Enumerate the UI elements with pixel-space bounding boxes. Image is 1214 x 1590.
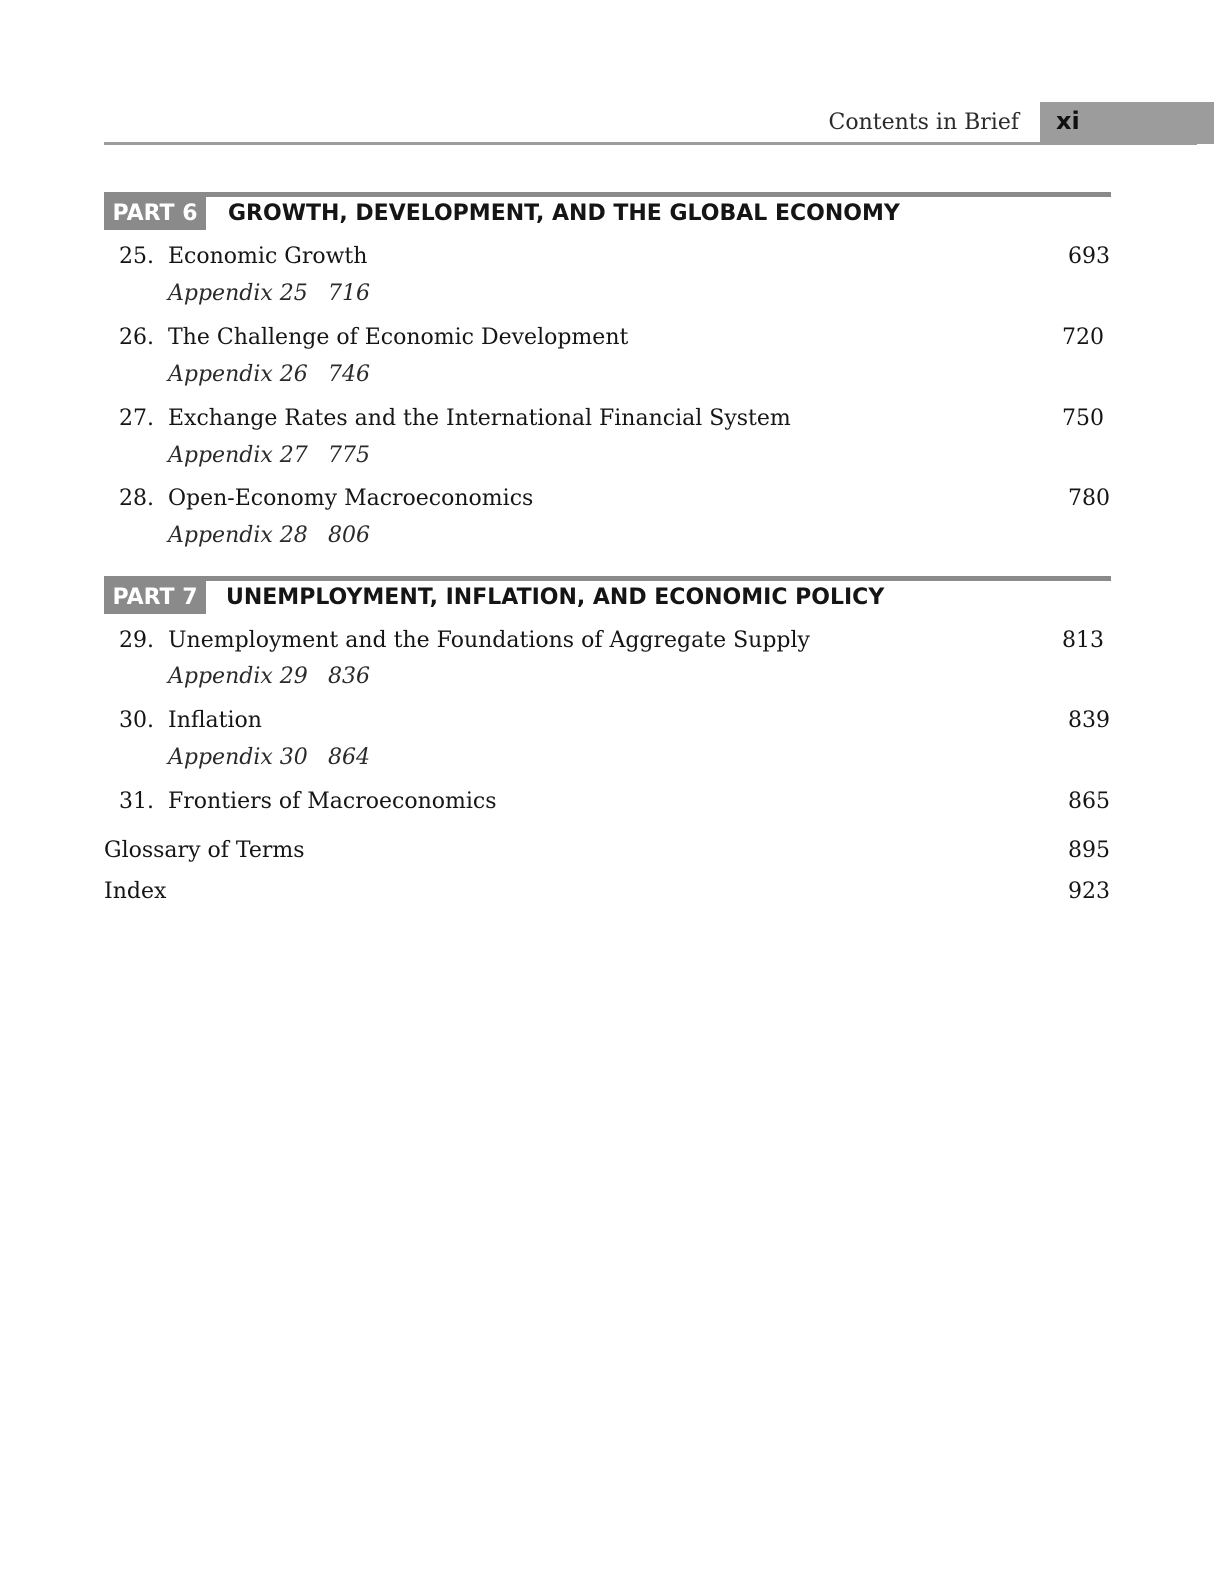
chapter-page: 693	[1068, 244, 1110, 269]
appendix-label: Appendix 29	[168, 664, 308, 689]
chapter-page: 720	[1062, 325, 1104, 350]
toc-entry-chapter-28[interactable]	[0, 486, 1214, 522]
appendix-label: Appendix 25	[168, 281, 308, 306]
chapter-title[interactable]: Exchange Rates and the International Financial System	[168, 406, 791, 431]
part-label: PART 7	[104, 581, 206, 614]
appendix-page: 864	[328, 745, 370, 770]
part-6-heading	[104, 192, 1111, 234]
running-head-title: Contents in Brief	[828, 110, 1019, 135]
appendix-page: 806	[328, 523, 370, 548]
appendix-entry-27[interactable]	[168, 443, 370, 473]
chapter-page: 780	[1068, 486, 1110, 511]
chapter-page: 813	[1062, 628, 1104, 653]
chapter-page: 750	[1062, 406, 1104, 431]
appendix-entry-29[interactable]	[168, 664, 370, 694]
toc-entry-chapter-29[interactable]	[0, 628, 1214, 664]
end-matter-page: 895	[1068, 838, 1110, 863]
part-label: PART 6	[104, 197, 206, 230]
toc-entry-chapter-25[interactable]	[0, 244, 1214, 280]
page-number: xi	[1056, 107, 1080, 135]
part-title: GROWTH, DEVELOPMENT, AND THE GLOBAL ECONOMY	[228, 201, 900, 226]
toc-entry-glossary[interactable]	[0, 838, 1214, 874]
part-title: UNEMPLOYMENT, INFLATION, AND ECONOMIC POLICY	[226, 585, 885, 610]
appendix-page: 746	[328, 362, 370, 387]
chapter-number: 28.	[119, 486, 154, 511]
toc-entry-chapter-27[interactable]	[0, 406, 1214, 442]
toc-entry-chapter-30[interactable]	[0, 708, 1214, 744]
end-matter-title[interactable]: Index	[104, 879, 167, 904]
chapter-number: 27.	[119, 406, 154, 431]
appendix-entry-28[interactable]	[168, 523, 370, 553]
appendix-entry-30[interactable]	[168, 745, 370, 775]
chapter-number: 25.	[119, 244, 154, 269]
chapter-title[interactable]: Economic Growth	[168, 244, 368, 269]
chapter-title[interactable]: Frontiers of Macroeconomics	[168, 789, 497, 814]
chapter-title[interactable]: Open-Economy Macroeconomics	[168, 486, 534, 511]
appendix-entry-25[interactable]	[168, 281, 370, 311]
chapter-title[interactable]: Unemployment and the Foundations of Aggregate Supply	[168, 628, 810, 653]
chapter-page: 839	[1068, 708, 1110, 733]
chapter-title[interactable]: Inflation	[168, 708, 262, 733]
chapter-page: 865	[1068, 789, 1110, 814]
appendix-label: Appendix 26	[168, 362, 308, 387]
appendix-label: Appendix 27	[168, 443, 308, 468]
chapter-number: 31.	[119, 789, 154, 814]
toc-entry-index[interactable]	[0, 879, 1214, 915]
appendix-entry-26[interactable]	[168, 362, 370, 392]
part-7-heading	[104, 576, 1111, 618]
chapter-number: 29.	[119, 628, 154, 653]
header-rule	[104, 142, 1197, 145]
chapter-number: 30.	[119, 708, 154, 733]
appendix-label: Appendix 30	[168, 745, 308, 770]
toc-entry-chapter-26[interactable]	[0, 325, 1214, 361]
chapter-title[interactable]: The Challenge of Economic Development	[168, 325, 629, 350]
appendix-label: Appendix 28	[168, 523, 308, 548]
end-matter-title[interactable]: Glossary of Terms	[104, 838, 305, 863]
toc-entry-chapter-31[interactable]	[0, 789, 1214, 825]
appendix-page: 775	[328, 443, 370, 468]
appendix-page: 836	[328, 664, 370, 689]
chapter-number: 26.	[119, 325, 154, 350]
page-number-tab	[1040, 102, 1214, 144]
end-matter-page: 923	[1068, 879, 1110, 904]
running-head	[0, 102, 1214, 144]
appendix-page: 716	[328, 281, 370, 306]
